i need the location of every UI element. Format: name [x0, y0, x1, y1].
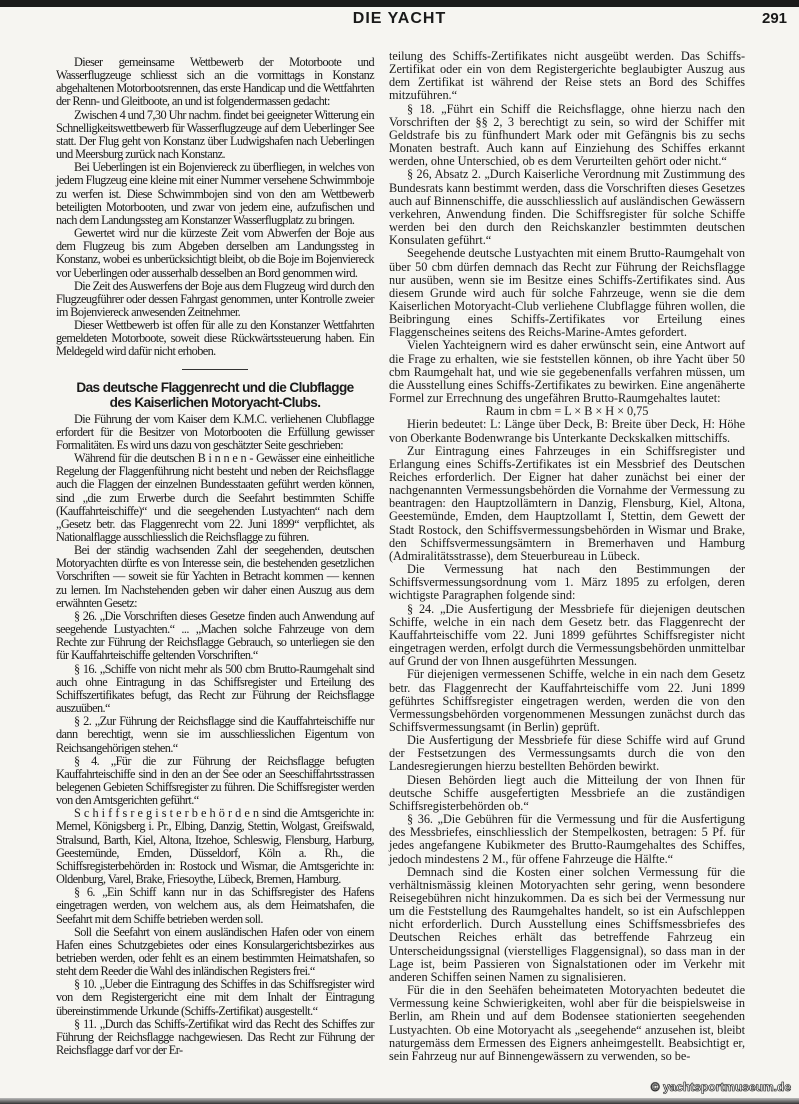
paragraph: § 26, Absatz 2. „Durch Kaiserliche Verordnung mit Zustimmung des Bundesrats kann bestimmt werden, dass die Vorschriften dieses Gesetzes auch auf Binnenschiffe, die ausschliesslich auf ausländischen Gewässern verkehren, Anwendung finden. Die Schiffsregister für solche Schiffe werden bei den durch den Reichskanzler bestimmten deutschen Konsulaten geführt.“ — [389, 167, 745, 248]
paragraph: § 6. „Ein Schiff kann nur in das Schiffsregister des Hafens eingetragen werden, von welchem aus, als dem Heimatshafen, die Seefahrt mit dem Schiffe betrieben werden soll. — [56, 885, 374, 926]
paragraph: § 36. „Die Gebühren für die Vermessung und für die Ausfertigung des Messbriefes, einschliesslich der Stempelkosten, betragen: 5 Pf. für jedes angefangene Kubikmeter des Brutto-Raumgehaltes des Schiffes, jedoch mindestens 2 M., für offene Fahrzeuge die Hälfte.“ — [389, 812, 745, 866]
paragraph: Die Ausfertigung der Messbriefe für diese Schiffe wird auf Grund der Festsetzungen des Vermessungsamts durch die von den Landesregierungen hierzu bestellten Behörden bewirkt. — [389, 733, 745, 774]
article-title-line-1: Das deutsche Flaggenrecht und die Clubflagge — [76, 379, 354, 395]
paragraph: § 4. „Für die zur Führung der Reichsflagge befugten Kauffahrteischiffe sind in den an der See oder an Seeschiffahrtsstrassen belegenen Gebieten Schiffsregister zu führen. Die Schiffsregister werden von den Amtsgerichten geführt.“ — [56, 753, 374, 808]
paragraph: Vielen Yachteignern wird es daher erwünscht sein, eine Antwort auf die Frage zu erhalten, wie sie feststellen können, ob ihre Yacht über 50 cbm Raumgehalt hat, und wie sie gegebenenfalls verfahren müssen, um die Ausstellung eines Schiffs-Zertifikates zu bewirken. Eine angenäherte Formel zur Errechnung des ungefähren Brutto-Raumgehaltes lautet: — [389, 338, 745, 406]
paragraph: Diesen Behörden liegt auch die Mitteilung der von Ihnen für deutsche Schiffe ausgefertigten Messbriefe an die zuständigen Schiffsregisterbehörden ob.“ — [389, 772, 745, 813]
paragraph: Dieser gemeinsame Wettbewerb der Motorboote und Wasserflugzeuge schliesst sich an die vormittags in Konstanz abgehaltenen Motorbootsrennen, das erste Handicap und die Wettfahrten der Renn- und Gleitboote, an und ist folgendermassen gedacht: — [56, 55, 374, 109]
right-column — [389, 50, 745, 1063]
scan-edge-top — [0, 0, 799, 7]
running-head-title: DIE YACHT — [352, 10, 447, 27]
paragraph: Hierin bedeutet: L: Länge über Deck, B: Breite über Deck, H: Höhe von Oberkante Bodenwrange bis Unterkante Deckskalken mittschiffs. — [389, 417, 745, 445]
article-title — [56, 380, 374, 410]
paragraph: S c h i f f s r e g i s t e r b e h ö r d e n sind die Amtsgerichte in: Memel, Königsberg i. Pr., Elbing, Danzig, Stettin, Wolgast, Greifswald, Stralsund, Barth, Kiel, Altona, Itzehoe, Schleswig, Flensburg, Harburg, Geestemünde, Emden, Düsseldorf, Köln a. Rh., die Schiffsregisterbehörden in: Rostock und Wismar, die Amtsgerichte in: Oldenburg, Varel, Brake, Friesoythe, Lübeck, Bremen, Hamburg. — [56, 806, 374, 887]
paragraph: Die Vermessung hat nach den Bestimmungen der Schiffsvermessungsordnung vom 1. März 1895 zu erfolgen, deren wichtigste Paragraphen folgende sind: — [389, 562, 745, 603]
paragraph: Dieser Wettbewerb ist offen für alle zu den Konstanzer Wettfahrten gemeldeten Motorboote, soweit diese Rückwärtssteuerung haben. Ein Meldegeld wird dafür nicht erhoben. — [56, 318, 374, 359]
scan-edge-bottom — [0, 1098, 799, 1104]
left-paragraphs-after — [56, 413, 374, 1058]
paragraph: § 2. „Zur Führung der Reichsflagge sind die Kauffahrteischiffe nur dann berechtigt, wenn sie im ausschliesslichen Eigentum von Reichsangehörigen stehen.“ — [56, 714, 374, 755]
paragraph: § 11. „Durch das Schiffs-Zertifikat wird das Recht des Schiffes zur Führung der Reichsflagge nachgewiesen. Das Recht zur Führung der Reichsflagge darf vor der Er- — [56, 1016, 374, 1058]
continued-paragraph: teilung des Schiffs-Zertifikates nicht ausgeübt werden. Das Schiffs-Zertifikat oder ein von dem Registergerichte beglaubigter Auszug aus dem Zertifikat ist während der Reise stets an Bord des Schiffes mitzuführen.“ — [389, 49, 745, 103]
left-paragraphs-before — [56, 56, 374, 359]
volume-formula: Raum in cbm = L × B × H × 0,75 — [485, 404, 649, 419]
paragraph: Soll die Seefahrt von einem ausländischen Hafen oder von einem Hafen eines Schutzgebietes oder eines Konsulargerichtsbezirkes aus betrieben werden, oder fehlt es an einem bestimmten Heimatshafen, so steht dem Reeder die Wahl des inländischen Registers frei.“ — [56, 924, 374, 979]
paragraph: Demnach sind die Kosten einer solchen Vermessung für die verhältnismässig kleinen Motoryachten sehr gering, wenn besondere Reisegebühren nicht hinzukommen. Da es sich bei der Vermessung nur um die Feststellung des Raumgehaltes handelt, so ist ein Aufschleppen nicht erforderlich. Durch Ausstellung eines Schiffsmessbriefes des Deutschen Reiches erhält das betreffende Fahrzeug ein Unterscheidungssignal (vierstelliges Flaggensignal), so dass man in der Lage ist, beim Passieren von Signalstationen oder im Verkehr mit anderen Schiffen seinen Namen zu signalisieren. — [389, 864, 745, 984]
page-number: 291 — [762, 10, 788, 27]
paragraph: Für diejenigen vermessenen Schiffe, welche in ein nach dem Gesetz betr. das Flaggenrecht der Kauffahrteischiffe vom 22. Juni 1899 geführtes Schiffsregister eingetragen werden, werden die von den Vermessungsbehörden vorgenommenen Messungen zunächst durch das Schiffsvermessungsamt (in Berlin) geprüft. — [389, 667, 745, 734]
paragraph: Während für die deutschen B i n n e n - Gewässer eine einheitliche Regelung der Flaggenführung nicht besteht und neben der Reichsflagge auch die Flaggen der einzelnen Bundesstaaten geführt werden können, sind „die zum Erwerbe durch die Seefahrt bestimmten Schiffe (Kauffahrteischiffe)“ und die seegehenden Lustyachten“ nach dem „Gesetz betr. das Flaggenrecht vom 22. Juni 1899“ verpflichtet, als Nationalflagge ausschliesslich die Reichsflagge zu führen. — [56, 451, 374, 544]
paragraph: § 26. „Die Vorschriften dieses Gesetze finden auch Anwendung auf seegehende Lustyachten.“ ... „Machen solche Fahrzeuge von dem Rechte zur Führung der Reichsflagge Gebrauch, so unterliegen sie den für Kauffahrteischiffe geltenden Vorschriften.“ — [56, 608, 374, 663]
left-column — [56, 56, 374, 1057]
paragraph: § 18. „Führt ein Schiff die Reichsflagge, ohne hierzu nach den Vorschriften der §§ 2, 3 berechtigt zu sein, so wird der Schiffer mit Geldstrafe bis zu fünfhundert Mark oder mit Gefängnis bis zu sechs Monaten bestraft. Auch kann auf Einziehung des Schiffes erkannt werden, ohne Unterschied, ob es dem Verurteilten gehört oder nicht.“ — [389, 101, 745, 169]
right-paragraphs-after — [389, 418, 745, 1063]
paragraph: Zur Eintragung eines Fahrzeuges in ein Schiffsregister und Erlangung eines Schiffs-Zertifikates ist ein Messbrief des Deutschen Reiches erforderlich. Der Eigner hat daher zunächst bei einer der nachgenannten Vermessungsbehörden die Vornahme der Vermessung zu beantragen: den Hauptzollämtern in Danzig, Flensburg, Kiel, Altona, Geestemünde, Emden, dem Hauptzollamt I, Stettin, dem Gewett der Stadt Rostock, den Schiffsvermessungsbehörden in Wismar und Brake, den Schiffsvermessungsämtern in Bremerhaven und Hamburg (Admiralitätsstrasse), dem Steuerbureau in Lübeck. — [389, 443, 745, 563]
article-title-line-2: des Kaiserlichen Motoryacht-Clubs. — [109, 394, 321, 410]
paragraph: Seegehende deutsche Lustyachten mit einem Brutto-Raumgehalt von über 50 cbm dürfen demnach das Recht zur Führung der Reichsflagge nur ausüben, wenn sie im Besitze eines Schiffs-Zertifikates sind. Aus diesem Grunde wird auch für solche Fahrzeuge, wenn sie die dem Kaiserlichen Motoryacht-Club verliehene Clubflagge führen wollen, die Beibringung eines Schiffs-Zertifikates vor Erteilung eines Flaggenscheines seitens des Reichs-Marine-Amtes gefordert. — [389, 246, 745, 340]
paragraph: Zwischen 4 und 7,30 Uhr nachm. findet bei geeigneter Witterung ein Schnelligkeitswettbewerb für Wasserflugzeuge auf dem Ueberlinger See statt. Der Flug geht von Konstanz über Ludwigshafen nach Ueberlingen und Meersburg zurück nach Konstanz. — [56, 107, 374, 162]
paragraph: Bei der ständig wachsenden Zahl der seegehenden, deutschen Motoryachten dürfte es von Interesse sein, die bestehenden gesetzlichen Vorschriften — soweit sie für Yachten in Betracht kommen — kennen zu lernen. Im Nachstehenden geben wir daher einen Auszug aus dem erwähnten Gesetz: — [56, 543, 374, 610]
paragraph: Gewertet wird nur die kürzeste Zeit vom Abwerfen der Boje aus dem Flugzeug bis zum Abgeben derselben am Landungssteg in Konstanz, wobei es unberücksichtigt bleibt, ob die Boje im Bojenviereck vor Ueberlingen oder ausserhalb desselben an Bord genommen wird. — [56, 226, 374, 280]
paragraph: Die Zeit des Auswerfens der Boje aus dem Flugzeug wird durch den Flugzeugführer oder dessen Fahrgast genommen, unter Kontrolle zweier im Bojenviereck anwesenden Zeitnehmer. — [56, 278, 374, 319]
paragraph: § 24. „Die Ausfertigung der Messbriefe für diejenigen deutschen Schiffe, welche in ein nach dem Gesetz betr. das Flaggenrecht der Kauffahrteischiffe vom 22. Juni 1899 geführtes Schiffsregister nicht eingetragen werden, erfolgt durch die Vermessungsbehörden unmittelbar auf Grund der von Ihnen ausgeführten Messungen. — [389, 601, 745, 669]
section-divider — [182, 369, 248, 370]
paragraph: § 16. „Schiffe von nicht mehr als 500 cbm Brutto-Raumgehalt sind auch ohne Eintragung in das Schiffsregister und Erteilung des Schiffszertifikates befugt, das Recht zur Führung der Reichsflagge auszuüben.“ — [56, 661, 374, 716]
right-paragraphs-before — [389, 103, 745, 406]
copyright-watermark: © yachtsportmuseum.de — [650, 1080, 791, 1094]
paragraph: Für die in den Seehäfen beheimateten Motoryachten bedeutet die Vermessung keine Schwierigkeiten, wohl aber für die beispielsweise in Berlin, am Rhein und auf dem Bodensee stationierten seegehenden Lustyachten. Ob eine Motoryacht als „seegehende“ anzusehen ist, bleibt naturgemäss dem Ermessen des Eigners anheimgestellt. Beabsichtigt er, sein Fahrzeug nur auf Binnengewässern zu verwenden, so be- — [389, 983, 745, 1063]
paragraph: Die Führung der vom Kaiser dem K.M.C. verliehenen Clubflagge erfordert für die Besitzer von Motorbooten die Erfüllung gewisser Formalitäten. Es wird uns dazu von geschätzter Seite geschrieben: — [56, 411, 374, 452]
paragraph: § 10. „Ueber die Eintragung des Schiffes in das Schiffsregister wird von dem Registergericht eine mit dem Inhalt der Eintragung übereinstimmende Urkunde (Schiffs-Zertifikat) ausgestellt.“ — [56, 977, 374, 1018]
paragraph: Bei Ueberlingen ist ein Bojenviereck zu überfliegen, in welches von jedem Flugzeug eine kleine mit einer Nummer versehene Schwimmboje zu werfen ist. Diese Schwimmbojen sind von den am Wettbewerb beteiligten Motorbooten, und zwar von jedem eine, aufzufischen und nach dem Landungssteg am Konstanzer Wasserflugplatz zu bringen. — [56, 160, 374, 227]
